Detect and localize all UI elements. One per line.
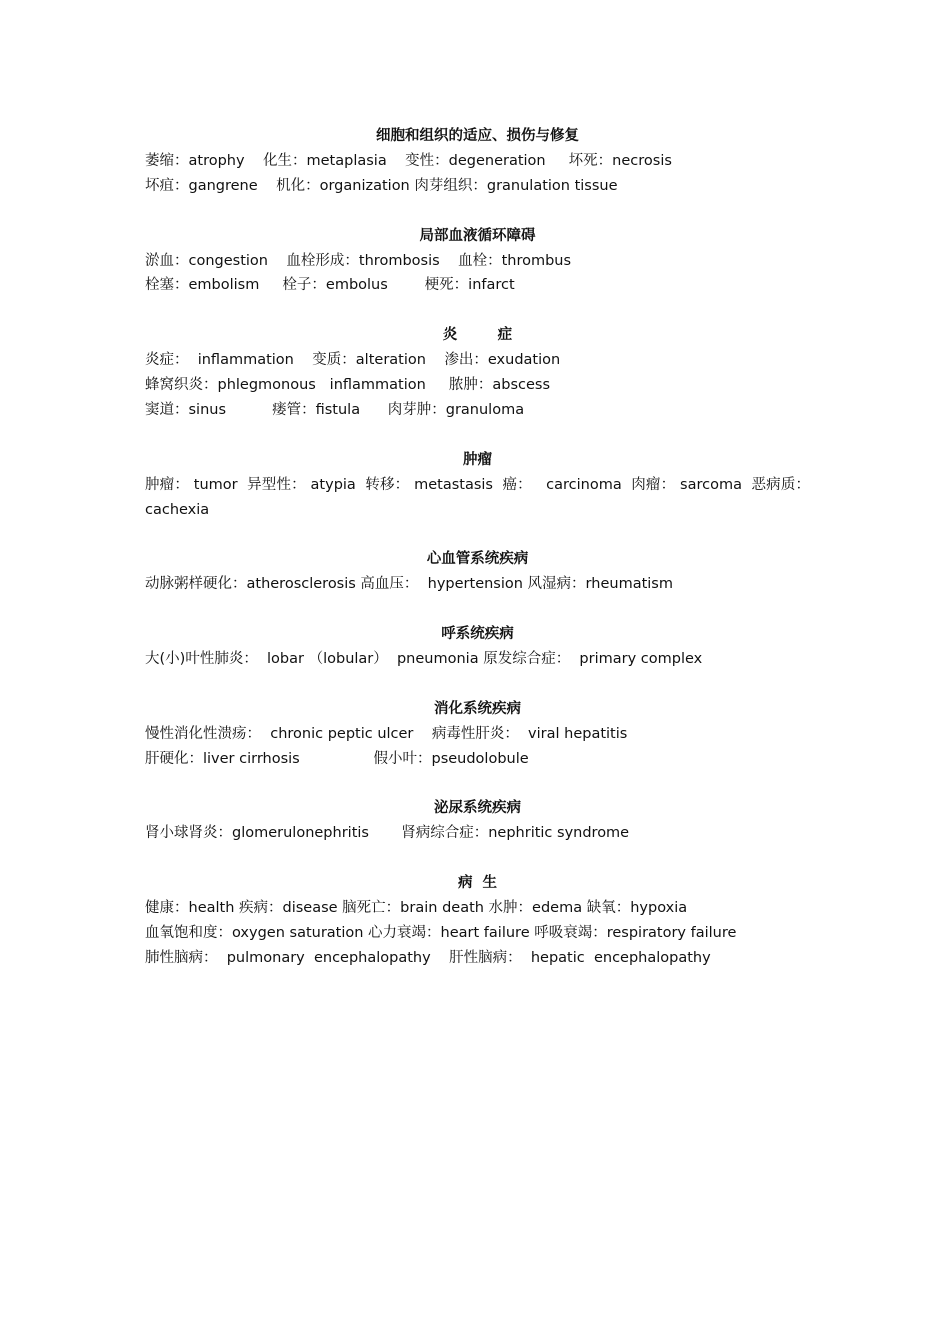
- section-cardiovascular: [145, 547, 810, 597]
- text-line: 肿瘤： tumor 异型性： atypia 转移： metastasis 癌： carcinoma 肉瘤： sarcoma 恶病质： cachexia: [145, 476, 815, 518]
- section-heading: 局部血液循环障碍: [419, 227, 536, 244]
- text-line: 蜂窝织炎：phlegmonous inflammation 脓肿：abscess: [145, 377, 551, 394]
- section-respiratory: [145, 622, 810, 672]
- section-digestive: [145, 697, 810, 772]
- text-line: 坏疽：gangrene 机化：organization 肉芽组织：granulation tissue: [145, 177, 618, 194]
- document-body: [145, 124, 815, 996]
- section-heading: 细胞和组织的适应、损伤与修复: [376, 128, 579, 144]
- section-heading: 消化系统疾病: [434, 700, 521, 717]
- section-urinary: [145, 796, 810, 846]
- text-line: 慢性消化性溃疡： chronic peptic ulcer 病毒性肝炎： viral hepatitis: [145, 725, 628, 742]
- text-line: 健康：health 疾病：disease 脑死亡：brain death 水肿：edema 缺氧：hypoxia: [145, 899, 688, 916]
- section-heading: 肿瘤: [463, 451, 492, 468]
- section-heading: 炎 症: [442, 327, 513, 344]
- text-line: 动脉粥样硬化：atherosclerosis 高血压： hypertension 风湿病：rheumatism: [145, 576, 673, 593]
- section-heading: 泌尿系统疾病: [434, 800, 521, 817]
- text-line: 萎缩：atrophy 化生：metaplasia 变性：degeneration 坏死：necrosis: [145, 152, 672, 169]
- text-line: 炎症： inflammation 变质：alteration 渗出：exudation: [145, 352, 561, 369]
- section-heading: 病 生: [457, 875, 498, 892]
- section-heading: 呼系统疾病: [441, 626, 514, 643]
- text-line: 窦道：sinus 瘘管：fistula 肉芽肿：granuloma: [145, 401, 525, 418]
- text-line: 大(小)叶性肺炎： lobar （lobular） pneumonia 原发综合症： primary complex: [145, 650, 703, 667]
- text-line: 淤血：congestion 血栓形成：thrombosis 血栓：thrombus: [145, 252, 572, 269]
- text-line: 肾小球肾炎：glomerulonephritis 肾病综合症：nephritic syndrome: [145, 825, 630, 842]
- text-line: 肺性脑病： pulmonary encephalopathy 肝性脑病： hepatic encephalopathy: [145, 949, 711, 966]
- text-line: 血氧饱和度：oxygen saturation 心力衰竭：heart failure 呼吸衰竭：respiratory failure: [145, 924, 737, 941]
- text-line: 栓塞：embolism 栓子：embolus 梗死：infarct: [145, 277, 515, 294]
- section-cell-injury: [145, 124, 810, 199]
- section-heading: 心血管系统疾病: [426, 551, 529, 568]
- section-tumor: [145, 448, 815, 523]
- text-line: 肝硬化：liver cirrhosis 假小叶：pseudolobule: [145, 750, 529, 767]
- section-inflammation: [145, 323, 810, 423]
- section-circulation: [145, 224, 810, 299]
- section-pathophysiology: [145, 871, 810, 971]
